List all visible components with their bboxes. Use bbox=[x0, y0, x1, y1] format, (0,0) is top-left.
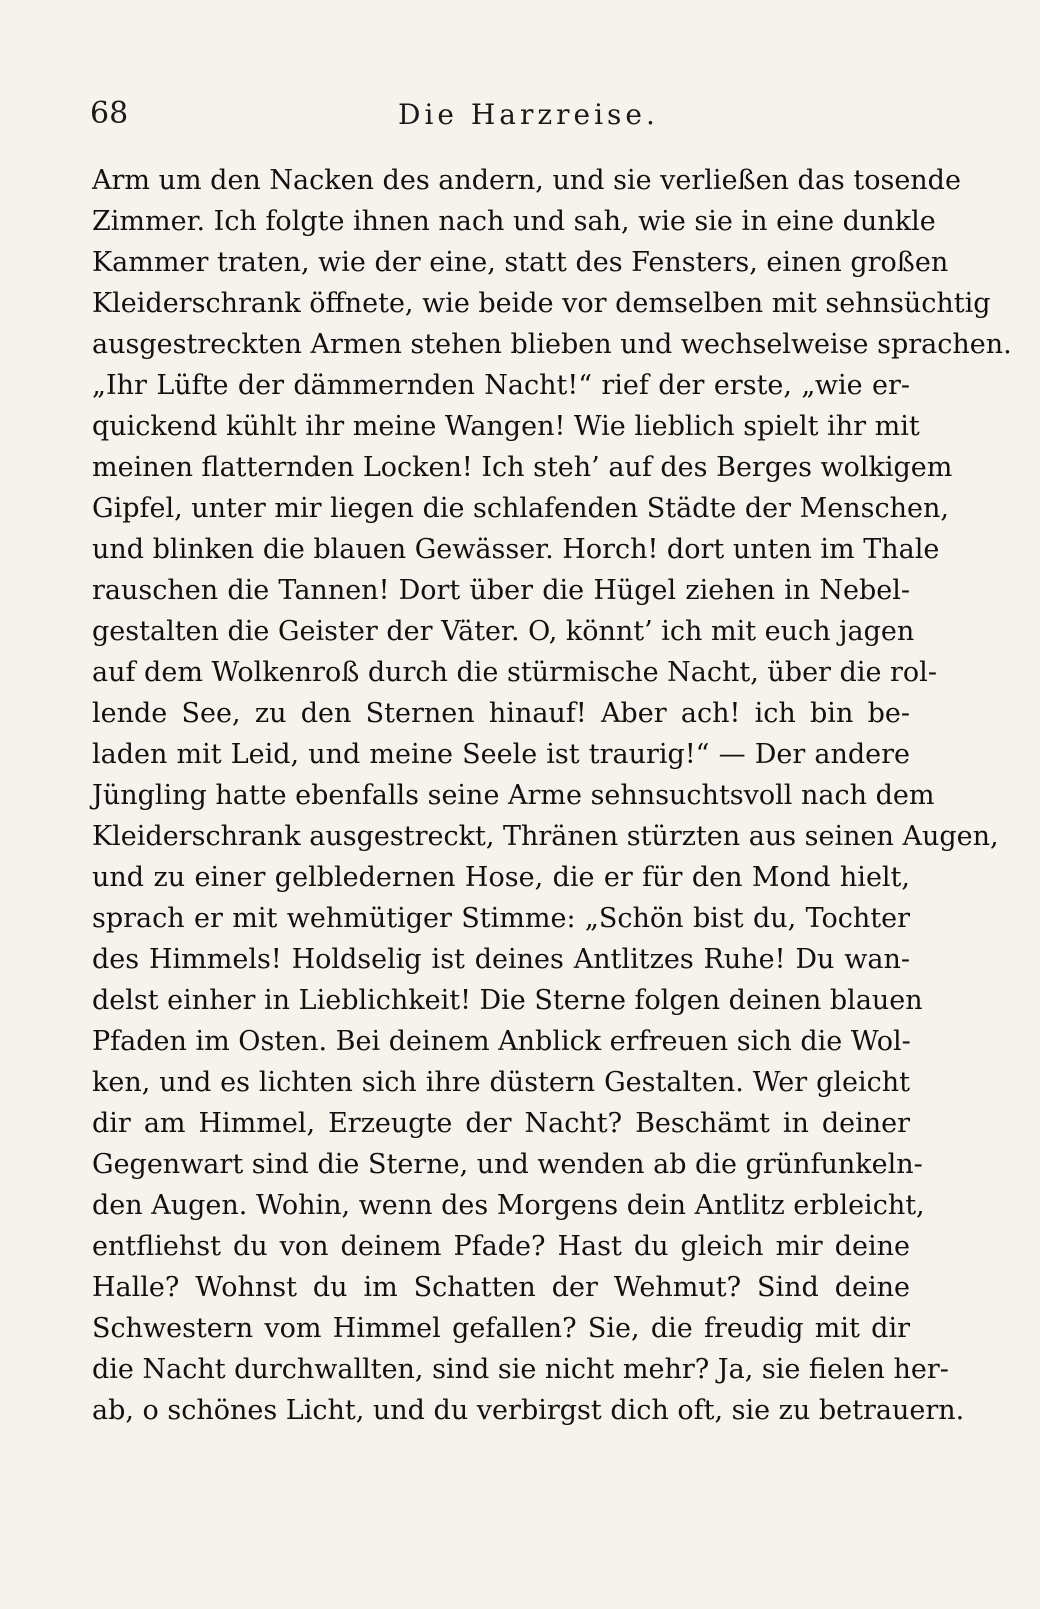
text-line: ab, o schönes Licht, und du verbirgst dich oft, sie zu betrauern. bbox=[92, 1395, 965, 1426]
text-line: ausgestreckten Armen stehen blieben und wechselweise sprachen. bbox=[92, 329, 1012, 360]
text-line: den Augen. Wohin, wenn des Morgens dein Antlitz erbleicht, bbox=[92, 1190, 925, 1221]
text-line: Zimmer. Ich folgte ihnen nach und sah, wie sie in eine dunkle bbox=[92, 206, 936, 237]
text-line: lende See, zu den Sternen hinauf! Aber ach! ich bin be- bbox=[92, 698, 910, 729]
text-line: quickend kühlt ihr meine Wangen! Wie lieblich spielt ihr mit bbox=[92, 411, 920, 442]
running-title: Die Harzreise. bbox=[398, 98, 659, 131]
text-line: Gegenwart sind die Sterne, und wenden ab die grünfunkeln- bbox=[92, 1149, 923, 1180]
text-line: des Himmels! Holdselig ist deines Antlitzes Ruhe! Du wan- bbox=[92, 944, 910, 975]
body-text bbox=[92, 160, 1012, 1431]
text-line: dir am Himmel, Erzeugte der Nacht? Beschämt in deiner bbox=[92, 1108, 910, 1139]
text-line: Schwestern vom Himmel gefallen? Sie, die freudig mit dir bbox=[92, 1313, 910, 1344]
text-line: Kleiderschrank öffnete, wie beide vor demselben mit sehnsüchtig bbox=[92, 288, 991, 319]
text-line: delst einher in Lieblichkeit! Die Sterne folgen deinen blauen bbox=[92, 985, 923, 1016]
text-line: und zu einer gelbledernen Hose, die er für den Mond hielt, bbox=[92, 862, 910, 893]
text-line: entfliehst du von deinem Pfade? Hast du gleich mir deine bbox=[92, 1231, 910, 1262]
text-line: Arm um den Nacken des andern, und sie verließen das tosende bbox=[92, 165, 961, 196]
text-line: sprach er mit wehmütiger Stimme: „Schön bist du, Tochter bbox=[92, 903, 910, 934]
text-line: die Nacht durchwallten, sind sie nicht mehr? Ja, sie fielen her- bbox=[92, 1354, 949, 1385]
text-line: und blinken die blauen Gewässer. Horch! dort unten im Thale bbox=[92, 534, 940, 565]
text-line: ken, und es lichten sich ihre düstern Gestalten. Wer gleicht bbox=[92, 1067, 910, 1098]
text-line: auf dem Wolkenroß durch die stürmische Nacht, über die rol- bbox=[92, 657, 937, 688]
text-line: gestalten die Geister der Väter. O, könnt’ ich mit euch jagen bbox=[92, 616, 915, 647]
text-line: laden mit Leid, und meine Seele ist traurig!“ — Der andere bbox=[92, 739, 910, 770]
text-line: meinen flatternden Locken! Ich steh’ auf des Berges wolkigem bbox=[92, 452, 953, 483]
text-line: „Ihr Lüfte der dämmernden Nacht!“ rief der erste, „wie er- bbox=[92, 370, 910, 401]
text-line: Pfaden im Osten. Bei deinem Anblick erfreuen sich die Wol- bbox=[92, 1026, 911, 1057]
text-line: Halle? Wohnst du im Schatten der Wehmut? Sind deine bbox=[92, 1272, 910, 1303]
text-line: rauschen die Tannen! Dort über die Hügel ziehen in Nebel- bbox=[92, 575, 910, 606]
page-header bbox=[90, 96, 910, 146]
text-line: Kammer traten, wie der eine, statt des Fensters, einen großen bbox=[92, 247, 949, 278]
text-line: Jüngling hatte ebenfalls seine Arme sehnsuchtsvoll nach dem bbox=[92, 780, 935, 811]
text-line: Gipfel, unter mir liegen die schlafenden Städte der Menschen, bbox=[92, 493, 949, 524]
page-number: 68 bbox=[90, 96, 129, 131]
text-line: Kleiderschrank ausgestreckt, Thränen stürzten aus seinen Augen, bbox=[92, 821, 999, 852]
